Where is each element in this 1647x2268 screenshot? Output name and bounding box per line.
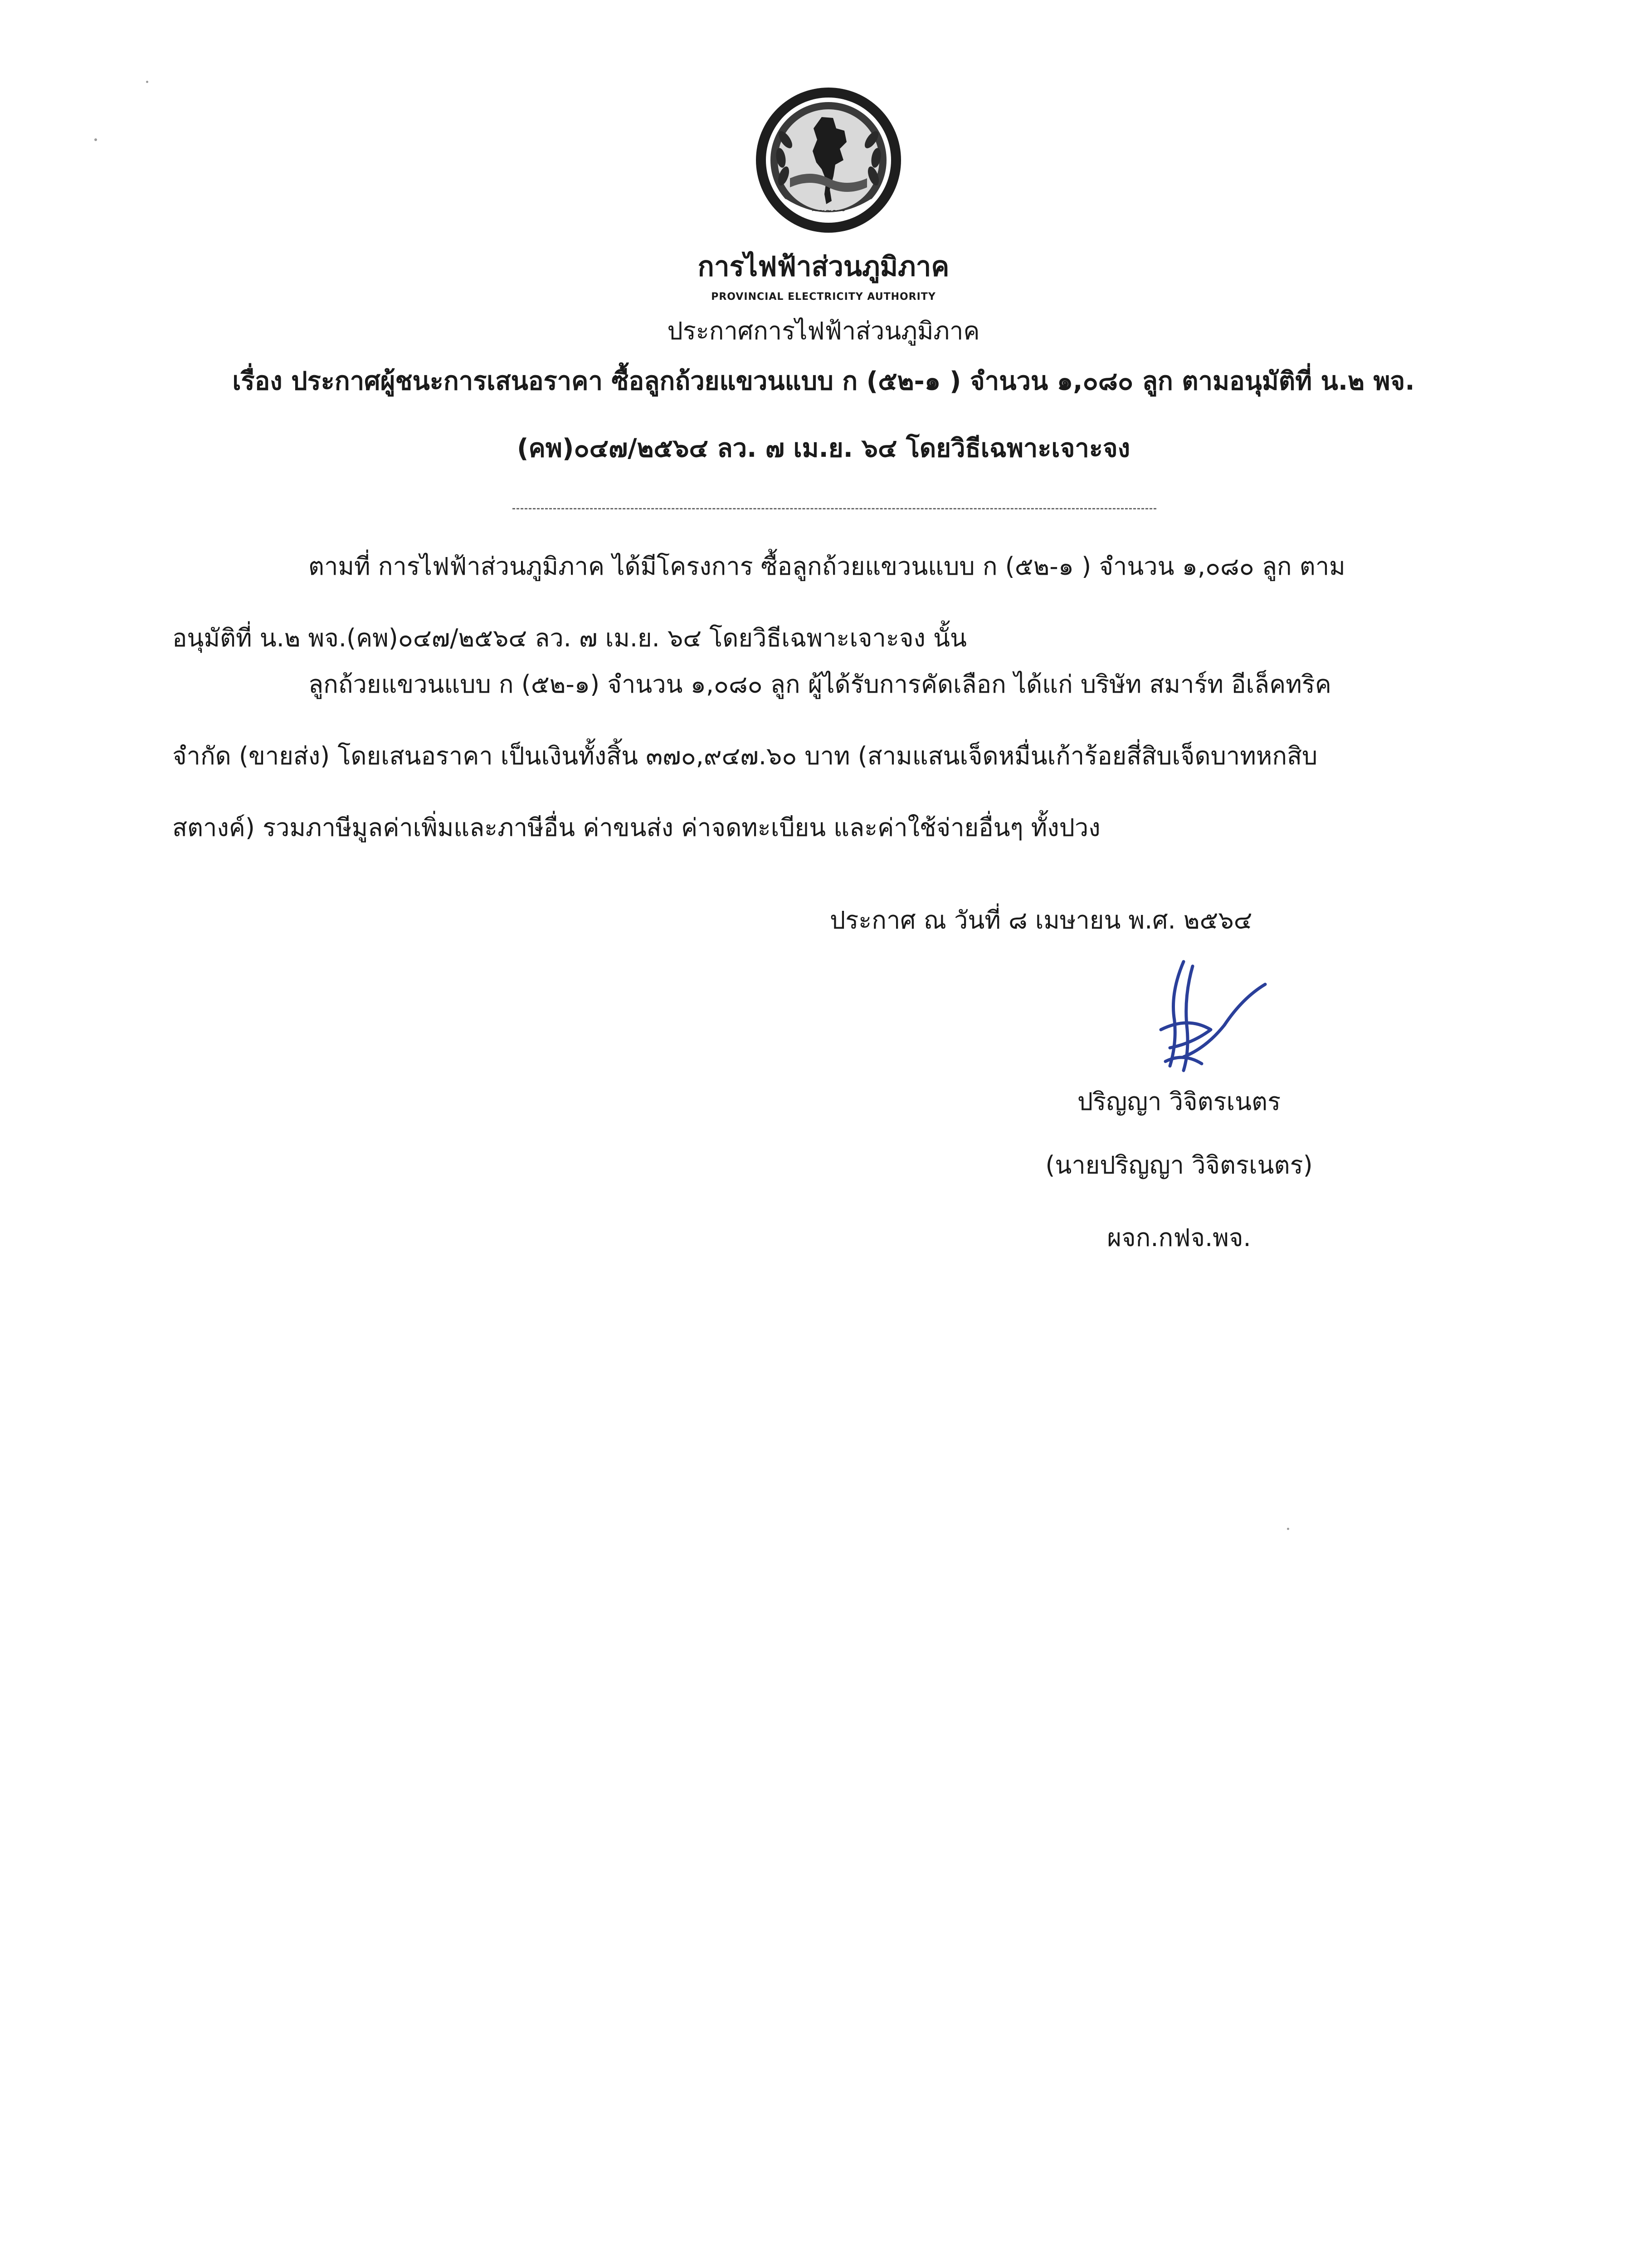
handwritten-signature-icon (1116, 953, 1270, 1080)
subject-line-1: เรื่อง ประกาศผู้ชนะการเสนอราคา ซื้อลูกถ้วยแขวนแบบ ก (๕๒-๑ ) จำนวน ๑,๐๘๐ ลูก ตามอนุมัติที่ น.๒ พจ. (232, 367, 1415, 396)
notice-title: ประกาศการไฟฟ้าส่วนภูมิภาค (667, 317, 980, 345)
org-name-thai: การไฟฟ้าส่วนภูมิภาค (697, 251, 950, 283)
signer-name: ปริญญา วิจิตรเนตร (1077, 1087, 1281, 1116)
scan-speck (94, 138, 97, 141)
org-name-english: PROVINCIAL ELECTRICITY AUTHORITY (711, 291, 936, 303)
svg-text:~~~~~: ~~~~~ (811, 206, 846, 215)
paragraph-2-line-2: จำกัด (ขายส่ง) โดยเสนอราคา เป็นเงินทั้งสิ้น ๓๗๐,๙๔๗.๖๐ บาท (สามแสนเจ็ดหมื่นเก้าร้อยสี่สิบเจ็ดบาทหกสิบ (172, 742, 1318, 770)
signer-position: ผจก.กฟจ.พจ. (1107, 1223, 1251, 1252)
paragraph-2-line-3: สตางค์) รวมภาษีมูลค่าเพิ่มและภาษีอื่น ค่าขนส่ง ค่าจดทะเบียน และค่าใช้จ่ายอื่นๆ ทั้งปวง (172, 813, 1101, 842)
paragraph-1 (172, 549, 1483, 656)
scan-speck (146, 81, 148, 83)
paragraph-1-line-1: ตามที่ การไฟฟ้าส่วนภูมิภาค ได้มีโครงการ ซื้อลูกถ้วยแขวนแบบ ก (๕๒-๑ ) จำนวน ๑,๐๘๐ ลูก ตาม (308, 552, 1345, 581)
signer-full-name: (นายปริญญา วิจิตรเนตร) (1045, 1151, 1313, 1179)
subject-line-2: (คพ)๐๔๗/๒๕๖๔ ลว. ๗ เม.ย. ๖๔ โดยวิธีเฉพาะเจาะจง (517, 434, 1130, 463)
paragraph-1-line-2: อนุมัติที่ น.๒ พจ.(คพ)๐๔๗/๒๕๖๔ ลว. ๗ เม.ย. ๖๔ โดยวิธีเฉพาะเจาะจง นั้น (172, 624, 967, 652)
paragraph-2 (172, 667, 1483, 882)
paragraph-2-line-1: ลูกถ้วยแขวนแบบ ก (๕๒-๑) จำนวน ๑,๐๘๐ ลูก ผู้ได้รับการคัดเลือก ได้แก่ บริษัท สมาร์ท อีเล็คทริค (308, 670, 1331, 699)
announcement-date: ประกาศ ณ วันที่ ๘ เมษายน พ.ศ. ๒๕๖๔ (830, 906, 1252, 934)
scan-speck (1287, 1528, 1289, 1530)
pea-emblem-icon (754, 85, 903, 235)
dashed-divider (512, 508, 1156, 509)
subject-heading (136, 363, 1511, 497)
